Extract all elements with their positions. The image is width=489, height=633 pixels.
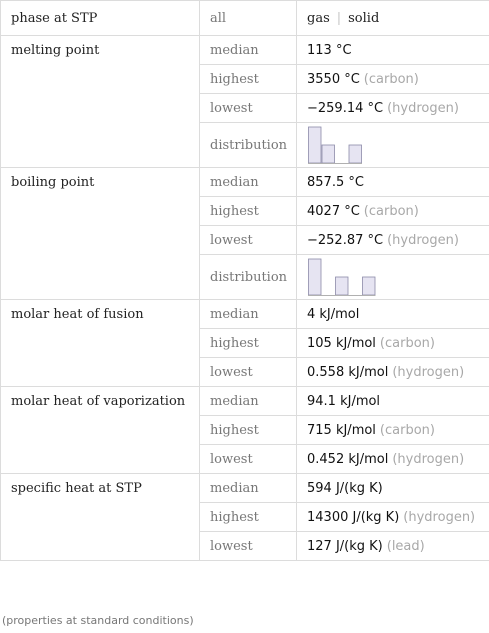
stat-value (297, 329, 489, 358)
stat-label: distribution (200, 255, 297, 300)
stat-value (297, 416, 489, 445)
property-name: molar heat of vaporization (1, 387, 200, 474)
stat-label: highest (200, 197, 297, 226)
value-text: 4 kJ/mol (307, 306, 360, 322)
stat-value (297, 94, 489, 123)
stat-value (297, 387, 489, 416)
stat-value (297, 36, 489, 65)
value-note: (hydrogen) (403, 509, 476, 525)
value-text: 0.452 kJ/mol (307, 451, 389, 467)
stat-label: lowest (200, 358, 297, 387)
value-text: 113 °C (307, 42, 352, 58)
histogram-bar (349, 145, 362, 163)
histogram-bar (363, 277, 376, 295)
table-row (1, 300, 489, 329)
stat-value (297, 65, 489, 94)
histogram-bar (309, 259, 322, 295)
header-phases (297, 1, 489, 36)
stat-label: lowest (200, 226, 297, 255)
value-text: 127 J/(kg K) (307, 538, 383, 554)
value-text: 3550 °C (307, 71, 360, 87)
phase-separator: | (336, 10, 342, 26)
histogram-bar (322, 145, 335, 163)
distribution-cell (297, 123, 489, 168)
header-all: all (200, 1, 297, 36)
distribution-histogram (307, 255, 387, 299)
header-row (1, 1, 489, 36)
property-name: melting point (1, 36, 200, 168)
stat-label: lowest (200, 445, 297, 474)
value-note: (hydrogen) (392, 364, 465, 380)
stat-value (297, 197, 489, 226)
phase-solid: solid (348, 10, 380, 26)
stat-label: distribution (200, 123, 297, 168)
stat-value (297, 168, 489, 197)
value-note: (carbon) (379, 335, 435, 351)
value-text: 94.1 kJ/mol (307, 393, 381, 409)
value-note: (hydrogen) (392, 451, 465, 467)
distribution-histogram (307, 123, 387, 167)
table-row (1, 36, 489, 65)
stat-value (297, 445, 489, 474)
header-phase-label: phase at STP (1, 1, 200, 36)
stat-label: lowest (200, 94, 297, 123)
stat-label: median (200, 300, 297, 329)
property-name: specific heat at STP (1, 474, 200, 561)
stat-label: highest (200, 416, 297, 445)
value-text: −252.87 °C (307, 232, 384, 248)
histogram-bar (336, 277, 349, 295)
stat-label: median (200, 36, 297, 65)
phase-gas: gas (307, 10, 330, 26)
stat-label: highest (200, 329, 297, 358)
value-text: 4027 °C (307, 203, 360, 219)
table-row (1, 168, 489, 197)
table-row (1, 474, 489, 503)
stat-value (297, 300, 489, 329)
histogram-bar (309, 127, 322, 163)
stat-value (297, 503, 489, 532)
value-note: (hydrogen) (387, 232, 459, 248)
property-name: boiling point (1, 168, 200, 300)
value-text: 857.5 °C (307, 174, 364, 190)
value-note: (carbon) (363, 71, 419, 87)
value-text: −259.14 °C (307, 100, 384, 116)
stat-label: median (200, 474, 297, 503)
stat-label: highest (200, 65, 297, 94)
stat-label: median (200, 387, 297, 416)
stat-value (297, 532, 489, 561)
stat-value (297, 226, 489, 255)
stat-label: lowest (200, 532, 297, 561)
value-text: 594 J/(kg K) (307, 480, 383, 496)
property-name: molar heat of fusion (1, 300, 200, 387)
value-note: (hydrogen) (387, 100, 459, 116)
stat-label: highest (200, 503, 297, 532)
stat-value (297, 358, 489, 387)
value-text: 0.558 kJ/mol (307, 364, 389, 380)
distribution-cell (297, 255, 489, 300)
value-note: (carbon) (363, 203, 419, 219)
value-note: (carbon) (379, 422, 435, 438)
value-text: 14300 J/(kg K) (307, 509, 400, 525)
footer-note: (properties at standard conditions) (2, 614, 194, 627)
stat-value (297, 474, 489, 503)
value-note: (lead) (386, 538, 425, 554)
table-row (1, 387, 489, 416)
stat-label: median (200, 168, 297, 197)
value-text: 105 kJ/mol (307, 335, 376, 351)
value-text: 715 kJ/mol (307, 422, 376, 438)
